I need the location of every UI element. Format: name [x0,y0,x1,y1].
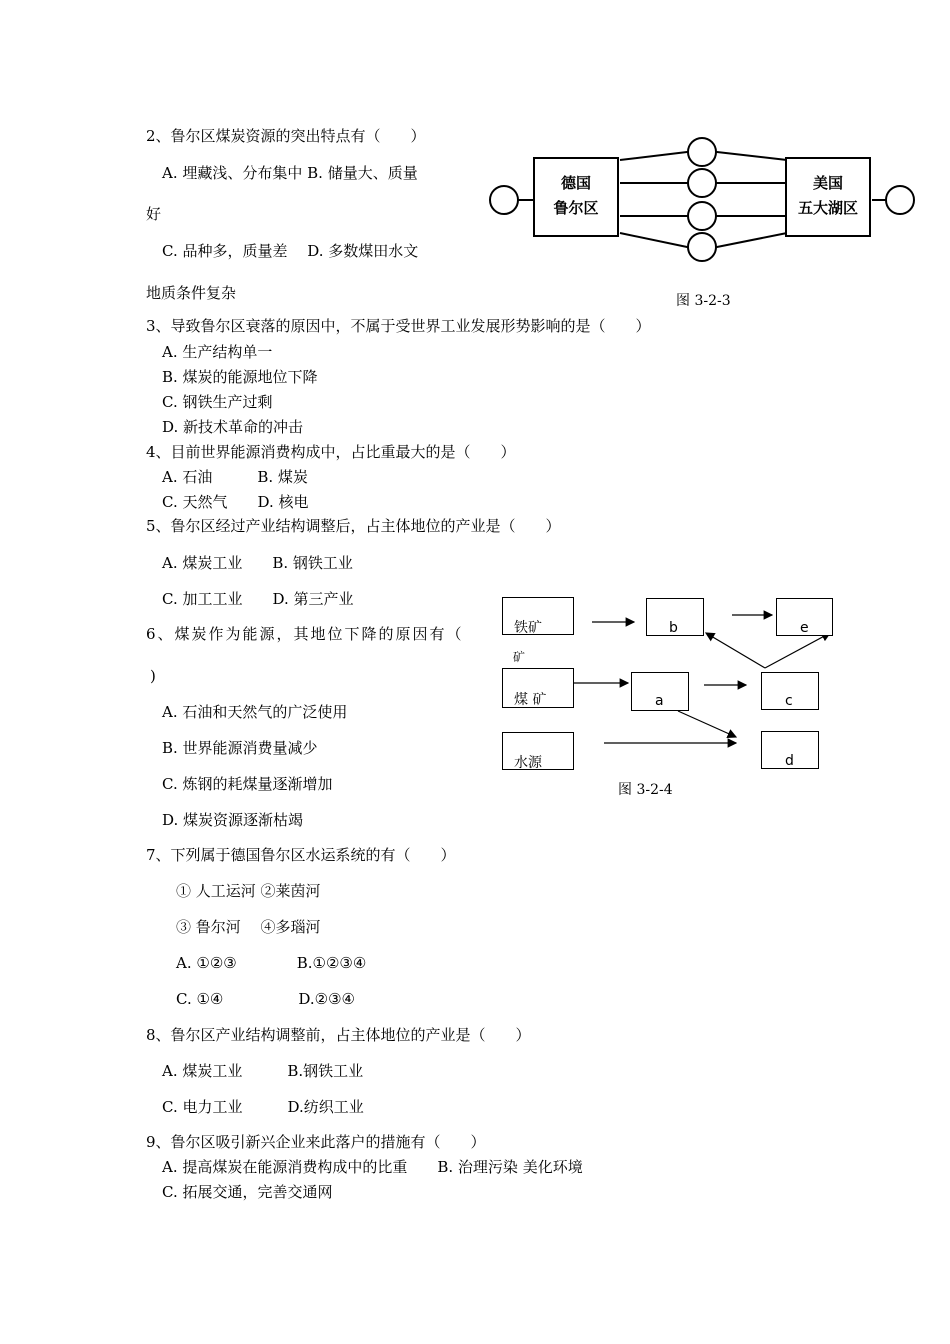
q4-stem: 4、目前世界能源消费构成中，占比重最大的是（ ） [146,443,516,461]
q6-stem-end: ) [150,667,156,685]
box-b-label: b [669,620,678,636]
box-e-label: e [800,620,809,636]
ruhr-label-line2: 鲁尔区 [553,199,599,217]
q4-options-row2: C. 天然气 D. 核电 [162,493,309,511]
box-a-label: a [655,693,664,709]
q3-option-c: C. 钢铁生产过剩 [162,393,273,411]
figure-3-2-4-caption: 图 3-2-4 [618,782,673,798]
node-circle [688,202,716,230]
q7-items-row2: ③ 鲁尔河 ④多瑙河 [176,918,321,936]
q2-option-d-cont: 地质条件复杂 [146,284,237,302]
great-lakes-label-line1: 美国 [812,174,843,192]
q6-option-b: B. 世界能源消费量减少 [162,739,318,757]
q2-stem: 2、鲁尔区煤炭资源的突出特点有（ ） [146,127,426,145]
box-c-label: c [785,693,793,709]
q2-option-b-cont: 好 [146,205,162,223]
water-source-label: 水源 [514,755,542,771]
node-circle [688,169,716,197]
q7-options-row2: C. ①④ D.②③④ [176,990,355,1008]
q4-options-row1: A. 石油 B. 煤炭 [162,468,308,486]
great-lakes-label-line2: 五大湖区 [797,199,858,217]
q3-option-d: D. 新技术革命的冲击 [162,418,304,436]
q7-stem: 7、下列属于德国鲁尔区水运系统的有（ ） [146,846,456,864]
ruhr-box [533,157,619,237]
q8-options-row1: A. 煤炭工业 B.钢铁工业 [162,1062,364,1080]
q5-options-row2: C. 加工工业 D. 第三产业 [162,590,354,608]
q6-option-d: D. 煤炭资源逐渐枯竭 [162,811,304,829]
q5-stem: 5、鲁尔区经过产业结构调整后，占主体地位的产业是（ ） [146,517,561,535]
node-circle [688,233,716,261]
q8-options-row2: C. 电力工业 D.纺织工业 [162,1098,364,1116]
node-circle [688,138,716,166]
q2-option-ab: A. 埋藏浅、分布集中 B. 储量大、质量 [162,164,418,182]
q2-option-cd: C. 品种多，质量差 D. 多数煤田水文 [162,242,419,260]
q9-stem: 9、鲁尔区吸引新兴企业来此落户的措施有（ ） [146,1133,486,1151]
q8-stem: 8、鲁尔区产业结构调整前，占主体地位的产业是（ ） [146,1026,531,1044]
q3-option-b: B. 煤炭的能源地位下降 [162,368,318,386]
iron-ore-overflow-label: 矿 [513,650,526,664]
q5-options-row1: A. 煤炭工业 B. 钢铁工业 [162,554,353,572]
q6-stem: 6、煤炭作为能源，其地位下降的原因有（ [146,625,464,643]
q6-option-c: C. 炼钢的耗煤量逐渐增加 [162,775,333,793]
q7-items-row1: ① 人工运河 ②莱茵河 [176,882,321,900]
q9-options-row1: A. 提高煤炭在能源消费构成中的比重 B. 治理污染 美化环境 [162,1158,583,1176]
box-d-label: d [785,753,794,769]
q9-options-row2: C. 拓展交通，完善交通网 [162,1183,333,1201]
coal-mine-label: 煤 矿 [514,692,547,708]
q7-options-row1: A. ①②③ B.①②③④ [176,954,367,972]
figure-3-2-3-caption: 图 3-2-3 [676,293,731,309]
iron-ore-label: 铁矿 [514,620,542,636]
ruhr-label-line1: 德国 [560,174,591,192]
q3-stem: 3、导致鲁尔区衰落的原因中，不属于受世界工业发展形势影响的是（ ） [146,317,651,335]
great-lakes-box [785,157,871,237]
q3-option-a: A. 生产结构单一 [162,343,273,361]
q6-option-a: A. 石油和天然气的广泛使用 [162,703,348,721]
